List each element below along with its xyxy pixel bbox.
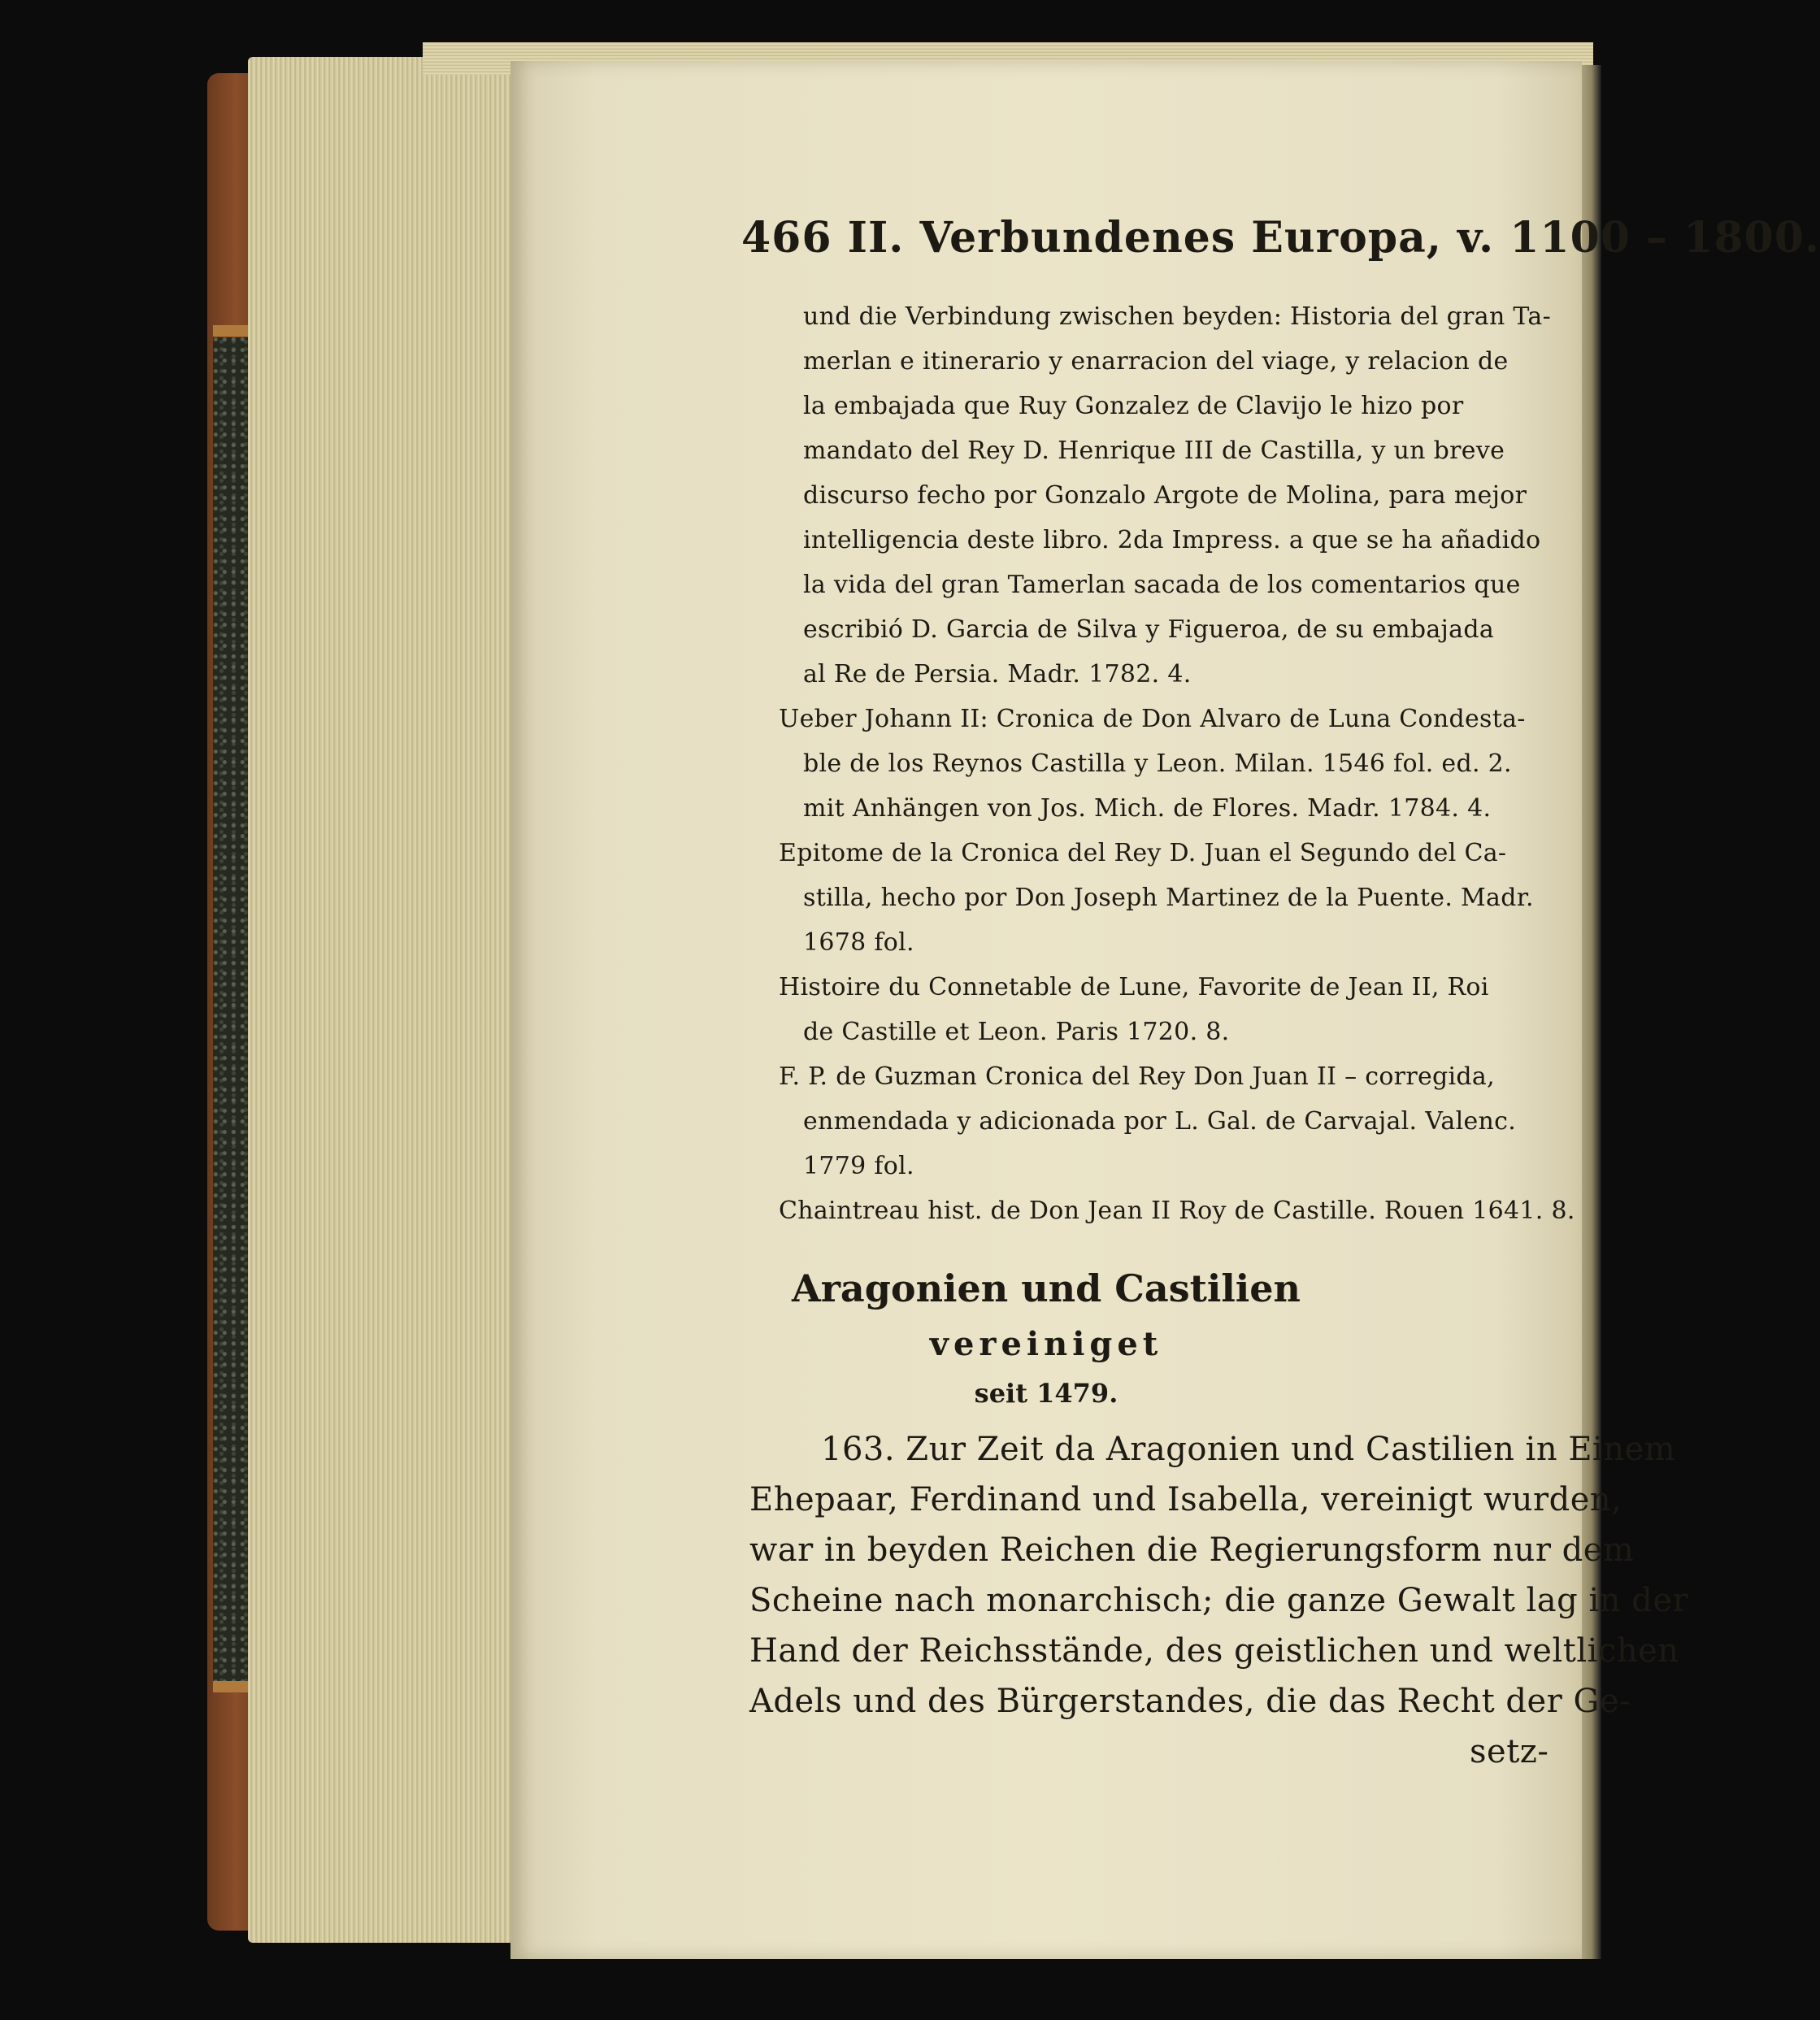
section-heading-date: seit 1479. (974, 1378, 1118, 1409)
book-page (510, 61, 1582, 1959)
bibliography-line: mit Anhängen von Jos. Mich. de Flores. Madr. 1784. 4. (803, 794, 1492, 823)
bibliography-line: al Re de Persia. Madr. 1782. 4. (803, 660, 1192, 689)
bibliography-line: mandato del Rey D. Henrique III de Castilla, y un breve (803, 437, 1505, 465)
paragraph-line: Hand der Reichsstände, des geistlichen und weltlichen (749, 1632, 1679, 1670)
bibliography-line: enmendada y adicionada por L. Gal. de Carvajal. Valenc. (803, 1107, 1517, 1136)
paragraph-line: Scheine nach monarchisch; die ganze Gewalt lag in der (749, 1582, 1689, 1619)
bibliography-line: Histoire du Connetable de Lune, Favorite de Jean II, Roi (779, 973, 1489, 1001)
bibliography-line: Epitome de la Cronica del Rey D. Juan el Segundo del Ca- (779, 839, 1507, 867)
bibliography-line: la embajada que Ruy Gonzalez de Clavijo le hizo por (803, 392, 1464, 420)
bibliography-line: stilla, hecho por Don Joseph Martinez de la Puente. Madr. (803, 884, 1534, 912)
page-header: 466 II. Verbundenes Europa, v. 1100 – 1800. (741, 213, 1820, 263)
paragraph-line: setz- (1470, 1733, 1549, 1770)
section-heading-subtitle: vereiniget (929, 1325, 1163, 1363)
bibliography-line: intelligencia deste libro. 2da Impress. a que se ha añadido (803, 526, 1541, 554)
section-heading-title: Aragonien und Castilien (792, 1266, 1301, 1310)
paragraph-line: war in beyden Reichen die Regierungsform nur dem (749, 1531, 1635, 1569)
bibliography-line: 1678 fol. (803, 928, 914, 957)
bibliography-line: merlan e itinerario y enarracion del viage, y relacion de (803, 347, 1509, 376)
bibliography-line: und die Verbindung zwischen beyden: Historia del gran Ta- (803, 302, 1552, 331)
bibliography-line: 1779 fol. (803, 1152, 914, 1180)
paragraph-line: Ehepaar, Ferdinand und Isabella, vereinigt wurden, (749, 1481, 1622, 1518)
paragraph-line: Adels und des Bürgerstandes, die das Recht der Ge- (749, 1683, 1631, 1720)
bibliography-line: ble de los Reynos Castilla y Leon. Milan. 1546 fol. ed. 2. (803, 749, 1512, 778)
page-edges-left (248, 57, 516, 1943)
bibliography-line: la vida del gran Tamerlan sacada de los comentarios que (803, 571, 1521, 599)
bibliography-line: discurso fecho por Gonzalo Argote de Molina, para mejor (803, 481, 1527, 510)
bibliography-line: Ueber Johann II: Cronica de Don Alvaro de Luna Condesta- (779, 705, 1526, 733)
bibliography-line: F. P. de Guzman Cronica del Rey Don Juan II – corregida, (779, 1062, 1495, 1091)
bibliography-line: Chaintreau hist. de Don Jean II Roy de Castille. Rouen 1641. 8. (779, 1197, 1575, 1225)
bibliography-line: escribió D. Garcia de Silva y Figueroa, de su embajada (803, 615, 1495, 644)
paragraph-line: 163. Zur Zeit da Aragonien und Castilien in Einem (821, 1431, 1676, 1468)
bibliography-line: de Castille et Leon. Paris 1720. 8. (803, 1018, 1230, 1046)
